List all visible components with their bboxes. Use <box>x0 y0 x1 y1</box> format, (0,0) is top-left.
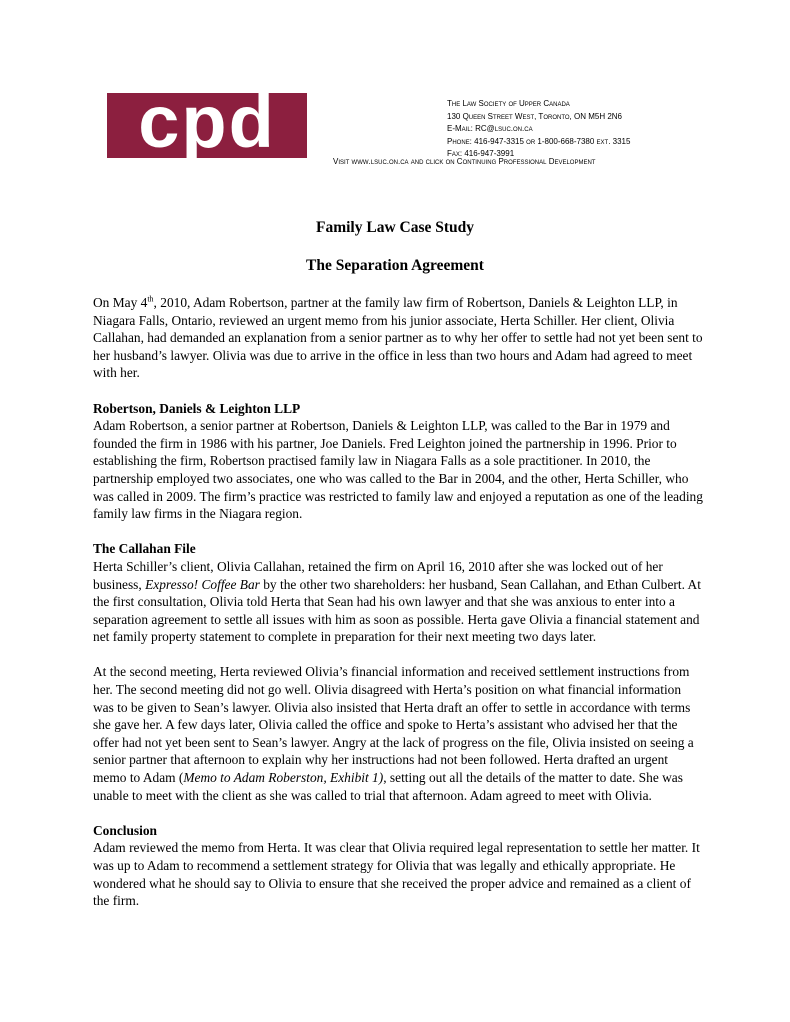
section-heading-callahan: The Callahan File <box>93 541 196 557</box>
org-name: The Law Society of Upper Canada <box>447 99 570 108</box>
page-title: Family Law Case Study <box>315 219 475 236</box>
section-heading-firm: Robertson, Daniels & Leighton LLP <box>93 400 301 416</box>
callahan-paragraph-1: Herta Schiller’s client, Olivia Callahan, retained the firm on April 16, 2010 after she was locked out of her business, Expresso! Coffee Bar by the other two shareholders: her husband, Sean Callahan, and Ethan Culbert. At the first consultation, Olivia told Herta that Sean had his own lawyer and that she was anxious to enter into a separation agreement to settle all issues with him as soon as possible. Herta gave Olivia a financial statement and net family property statement to complete in preparation for their next meeting two days later. <box>93 558 701 645</box>
cpd-logo <box>107 79 307 163</box>
document-body <box>93 294 703 927</box>
contact-block <box>447 98 630 161</box>
conclusion-paragraph: Adam reviewed the memo from Herta. It was clear that Olivia required legal representation to settle her matter. It was up to Adam to recommend a settlement strategy for Olivia that was legally and ethically appropriate. He wondered what he should say to Olivia to ensure that she received the proper advice and remained as a client of the firm. <box>93 840 700 909</box>
org-phone: Phone: 416-947-3315 or 1-800-668-7380 ext. 3315 <box>447 136 631 146</box>
callahan-paragraph-2: At the second meeting, Herta reviewed Olivia’s financial information and received settlement instructions from her. The second meeting did not go well. Olivia disagreed with Herta’s position on what financial information was to be given to Sean’s lawyer. Olivia also insisted that Herta draft an offer to settle in accordance with terms she gave her. A few days later, Olivia called the office and spoke to Herta’s assistant who advised her that the offer had not yet been sent to Sean’s lawyer. Angry at the lack of progress on the file, Olivia insisted on seeing a senior partner that afternoon to explain why her instructions had not been followed. Herta drafted an urgent memo to Adam (Memo to Adam Roberston, Exhibit 1), setting out all the details of the matter to date. She was unable to meet with the client as she was called to trial that afternoon. Adam agreed to meet with Olivia. <box>93 664 694 803</box>
section-heading-conclusion: Conclusion <box>93 822 157 838</box>
intro-paragraph: On May 4th, 2010, Adam Robertson, partner at the family law firm of Robertson, Daniels & Leighton LLP, in Niagara Falls, Ontario, reviewed an urgent memo from his junior associate, Herta Schiller. Her client, Olivia Callahan, had demanded an explanation from a senior partner as to why her offer to settle had not yet been sent to her husband’s lawyer. Olivia was due to arrive in the office in less than two hours and Adam had agreed to meet with her. <box>93 294 703 381</box>
page-subtitle: The Separation Agreement <box>306 257 484 274</box>
firm-paragraph: Adam Robertson, a senior partner at Robertson, Daniels & Leighton LLP, was called to the Bar in 1979 and founded the firm in 1986 with his partner, Joe Daniels. Fred Leighton joined the partnership in 1996. Prior to establishing the firm, Robertson practised family law in Niagara Falls as a sole practitioner. In 2010, the partnership employed two associates, one who was called to the Bar in 2004, and the other, Herta Schiller, who was called in 2009. The firm’s practice was restricted to family law and enjoyed a reputation as one of the leading family law firms in the Niagara region. <box>93 418 703 522</box>
org-address: 130 Queen Street West, Toronto, ON M5H 2N6 <box>447 111 622 121</box>
org-email: E-Mail: RC@lsuc.on.ca <box>447 124 533 134</box>
visit-line: Visit www.lsuc.on.ca and click on Continuing Professional Development <box>333 157 596 166</box>
org-fax: Fax: 416-947-3991 <box>447 149 515 159</box>
logo-text: cpd <box>138 79 276 163</box>
